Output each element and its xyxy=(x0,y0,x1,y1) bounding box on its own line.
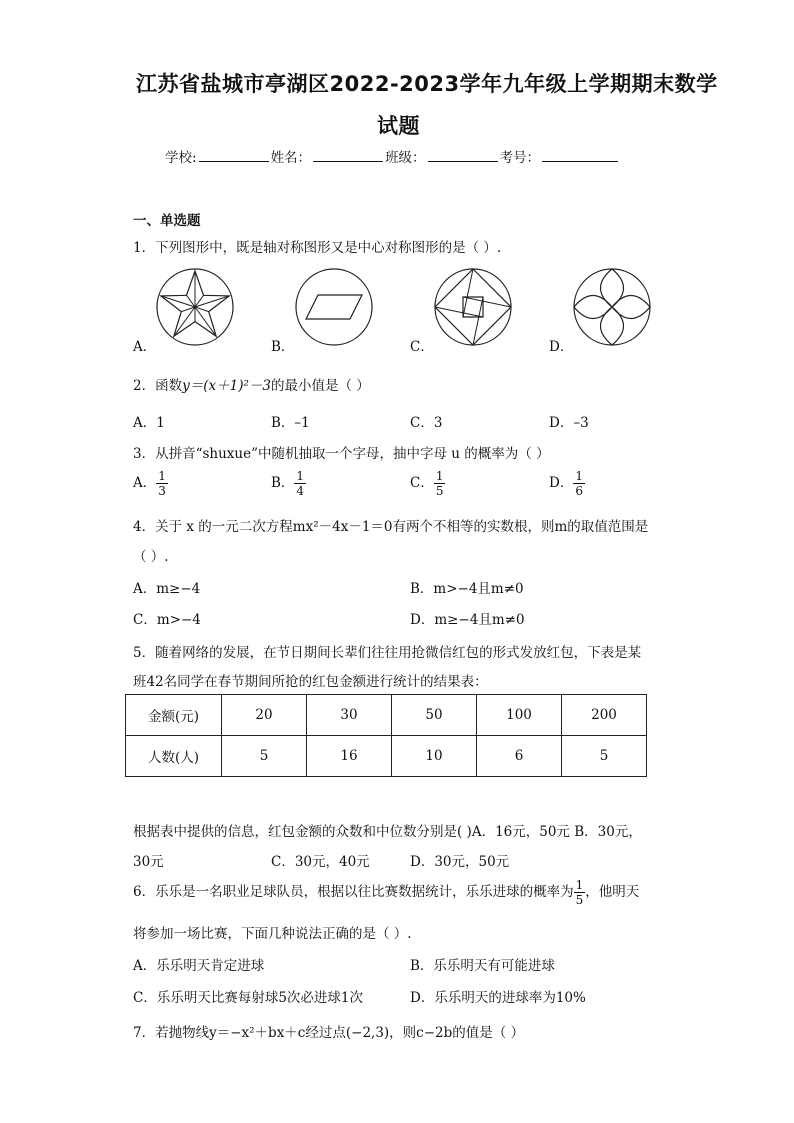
table-cell: 100 xyxy=(477,695,562,736)
fraction-numerator: 1 xyxy=(296,469,305,483)
red-packet-stats-table xyxy=(125,694,647,777)
fraction-denominator: 4 xyxy=(296,484,305,498)
q2-option-a[interactable]: A．1 xyxy=(133,415,165,431)
class-label: 班级： xyxy=(385,150,426,166)
school-label: 学校: xyxy=(165,150,197,166)
fraction-numerator: 1 xyxy=(435,469,444,483)
fraction-numerator: 1 xyxy=(158,469,166,483)
table-cell: 20 xyxy=(222,695,307,736)
fraction-numerator: 1 xyxy=(575,469,583,483)
q6-option-a[interactable]: A．乐乐明天肯定进球 xyxy=(133,958,265,974)
q3-option-d-fraction xyxy=(573,469,585,498)
number-label: 考号： xyxy=(499,150,541,166)
q4-option-d[interactable]: D．m≥−4且m≠0 xyxy=(410,612,525,628)
q1-option-a[interactable]: A． xyxy=(133,339,157,355)
q2-stem xyxy=(133,374,370,394)
q1-option-d[interactable]: D． xyxy=(549,339,574,355)
q3-option-d-label: D． xyxy=(549,475,574,491)
q5-option-c[interactable]: C．30元，40元 xyxy=(271,854,370,870)
class-blank[interactable] xyxy=(428,148,498,162)
fraction-denominator: 5 xyxy=(435,484,444,498)
table-cell: 金额(元) xyxy=(126,695,222,736)
q3-option-a[interactable] xyxy=(133,469,168,498)
fraction-numerator: 1 xyxy=(575,878,584,892)
q4-option-c[interactable]: C．m>−4 xyxy=(133,612,201,628)
q6-option-b[interactable]: B．乐乐明天有可能进球 xyxy=(410,958,555,974)
q5-after-line1: 根据表中提供的信息，红包金额的众数和中位数分别是( )A．16元，50元 B．30元， xyxy=(133,824,642,840)
q2-stem-prefix: 2．函数 xyxy=(133,378,183,394)
q3-stem: 3．从拼音“shuxue”中随机抽取一个字母，抽中字母 u 的概率为（ ） xyxy=(133,446,550,462)
name-label: 姓名： xyxy=(270,150,312,166)
table-cell: 16 xyxy=(307,736,392,777)
four-petal-in-circle-icon xyxy=(572,267,652,347)
q3-option-d[interactable] xyxy=(549,469,585,498)
q4-stem-line2: （ ）. xyxy=(133,549,169,565)
q3-option-b[interactable] xyxy=(271,469,306,498)
number-blank[interactable] xyxy=(542,148,618,162)
q7-stem: 7．若抛物线y＝−x²＋bx＋c经过点(−2,3)，则c−2b的值是（ ） xyxy=(133,1025,525,1041)
q2-formula: y＝(x＋1)²－3 xyxy=(182,378,271,394)
q6-option-c[interactable]: C．乐乐明天比赛每射球5次必进球1次 xyxy=(133,990,364,1006)
fraction-denominator: 6 xyxy=(575,484,583,498)
q1-option-b[interactable]: B． xyxy=(271,339,295,355)
document-title-line1: 江苏省盐城市亭湖区2022-2023学年九年级上学期期末数学 xyxy=(136,72,718,96)
table-cell: 50 xyxy=(392,695,477,736)
q2-option-b[interactable]: B．–1 xyxy=(271,415,310,431)
q3-option-c[interactable] xyxy=(410,469,445,498)
q6-fraction xyxy=(574,878,586,907)
q6-option-d[interactable]: D．乐乐明天的进球率为10% xyxy=(410,990,586,1006)
q1-option-c[interactable]: C． xyxy=(410,339,434,355)
table-cell: 人数(人) xyxy=(126,736,222,777)
table-cell: 200 xyxy=(562,695,647,736)
q1-stem: 1．下列图形中，既是轴对称图形又是中心对称图形的是（ ）. xyxy=(133,240,502,256)
q5-option-b-cont[interactable]: 30元 xyxy=(133,854,164,870)
pinwheel-square-in-circle-icon xyxy=(433,267,513,347)
q5-stem-line2: 班42名同学在春节期间所抢的红包金额进行统计的结果表： xyxy=(133,674,488,690)
fraction-denominator: 5 xyxy=(575,893,584,907)
table-cell: 5 xyxy=(222,736,307,777)
table-row xyxy=(126,695,647,736)
q3-option-b-label: B． xyxy=(271,475,295,491)
q3-option-a-label: A． xyxy=(133,475,157,491)
table-cell: 30 xyxy=(307,695,392,736)
q6-stem-prefix: 6．乐乐是一名职业足球队员，根据以往比赛数据统计，乐乐进球的概率为 xyxy=(133,884,574,900)
school-blank[interactable] xyxy=(199,148,269,162)
table-row xyxy=(126,736,647,777)
q4-option-b[interactable]: B．m>−4且m≠0 xyxy=(410,581,524,597)
fraction-denominator: 3 xyxy=(158,484,166,498)
q3-option-b-fraction xyxy=(294,469,306,498)
q3-option-a-fraction xyxy=(156,469,168,498)
q6-stem-line1 xyxy=(133,878,639,907)
q2-option-c[interactable]: C．3 xyxy=(410,415,443,431)
q5-stem-line1: 5．随着网络的发展，在节日期间长辈们往往用抢微信红包的形式发放红包，下表是某 xyxy=(133,645,642,661)
table-cell: 6 xyxy=(477,736,562,777)
q6-stem-suffix: ，他明天 xyxy=(585,884,640,900)
section-heading: 一、单选题 xyxy=(133,213,201,229)
name-blank[interactable] xyxy=(313,148,383,162)
parallelogram-in-circle-icon xyxy=(294,267,374,347)
star-in-circle-icon xyxy=(155,267,235,347)
q3-option-c-fraction xyxy=(434,469,446,498)
q6-stem-line2: 将参加一场比赛，下面几种说法正确的是（ ）. xyxy=(133,926,412,942)
student-info-row xyxy=(165,146,620,166)
q2-option-d[interactable]: D．–3 xyxy=(549,415,589,431)
table-cell: 5 xyxy=(562,736,647,777)
q4-stem-line1: 4．关于 x 的一元二次方程mx²－4x－1＝0有两个不相等的实数根，则m的取值范围是 xyxy=(133,519,649,535)
q5-option-d[interactable]: D．30元，50元 xyxy=(410,854,510,870)
q2-stem-suffix: 的最小值是（ ） xyxy=(270,378,370,394)
table-cell: 10 xyxy=(392,736,477,777)
document-title-line2: 试题 xyxy=(377,114,420,138)
q3-option-c-label: C． xyxy=(410,475,434,491)
q4-option-a[interactable]: A．m≥−4 xyxy=(133,581,201,597)
